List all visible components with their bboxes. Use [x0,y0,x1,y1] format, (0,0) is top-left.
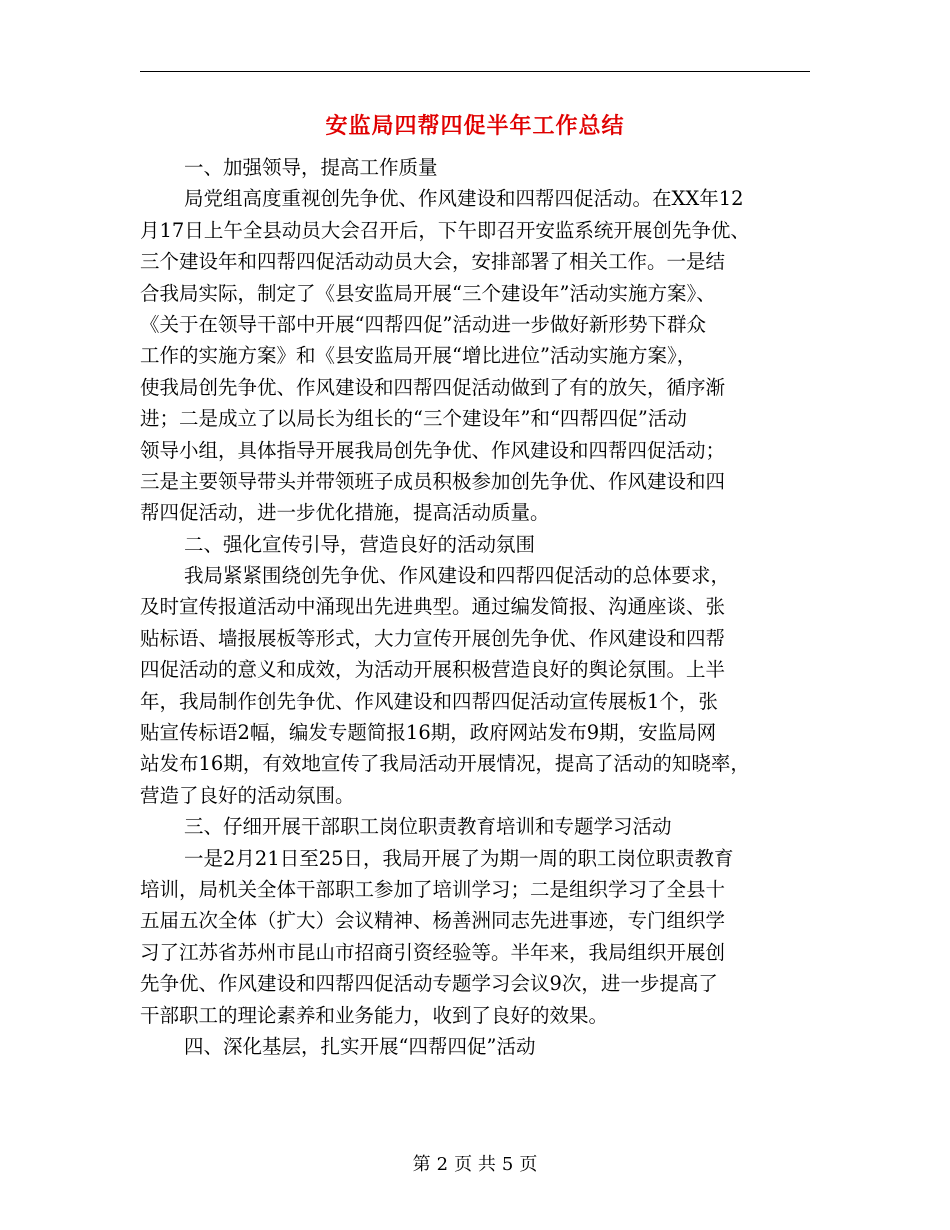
text-line: 年，我局制作创先争优、作风建设和四帮四促活动宣传展板1个，张 [140,689,718,713]
document-title: 安监局四帮四促半年工作总结 [325,113,625,139]
footer-suffix: 页 [519,1154,538,1175]
text-line: 三是主要领导带头并带领班子成员积极参加创先争优、作风建设和四 [140,469,726,493]
text-line: 习了江苏省苏州市昆山市招商引资经验等。半年来，我局组织开展创 [140,940,726,964]
footer-total-pages: 5 [501,1154,514,1175]
text-line: 我局紧紧围绕创先争优、作风建设和四帮四促活动的总体要求， [184,564,731,588]
footer-prefix: 第 [412,1154,431,1175]
text-line: 站发布16期，有效地宣传了我局活动开展情况，提高了活动的知晓率， [140,752,750,776]
text-line: 帮四促活动，进一步优化措施，提高活动质量。 [140,501,550,525]
text-line: 贴宣传标语2幅，编发专题简报16期，政府网站发布9期，安监局网 [140,721,717,745]
text-line: 营造了良好的活动氛围。 [140,783,355,807]
text-line: 培训，局机关全体干部职工参加了培训学习；二是组织学习了全县十 [140,877,726,901]
footer-page-number: 2 [436,1154,449,1175]
text-line: 领导小组，具体指导开展我局创先争优、作风建设和四帮四促活动； [140,438,726,462]
text-line: 进；二是成立了以局长为组长的“三个建设年”和“四帮四促”活动 [140,407,687,431]
text-line: 干部职工的理论素养和业务能力，收到了良好的效果。 [140,1003,609,1027]
text-line: 局党组高度重视创先争优、作风建设和四帮四促活动。在XX年12 [184,187,744,211]
text-line: 月17日上午全县动员大会召开后，下午即召开安监系统开展创先争优、 [140,218,750,242]
footer-mid: 页 共 [454,1154,496,1175]
page-footer [0,1152,950,1178]
header-rule [140,71,810,72]
text-line: 四、深化基层，扎实开展“四帮四促”活动 [184,1034,536,1058]
text-line: 一、加强领导，提高工作质量 [184,156,438,179]
text-line: 四促活动的意义和成效，为活动开展积极营造良好的舆论氛围。上半 [140,658,726,682]
text-line: 《关于在领导干部中开展“四帮四促”活动进一步做好新形势下群众 [140,312,706,336]
text-line: 使我局创先争优、作风建设和四帮四促活动做到了有的放矢，循序渐 [140,375,726,399]
text-line: 贴标语、墙报展板等形式，大力宣传开展创先争优、作风建设和四帮 [140,626,726,650]
text-line: 工作的实施方案》和《县安监局开展“增比进位”活动实施方案》， [140,344,697,368]
text-line: 合我局实际，制定了《县安监局开展“三个建设年”活动实施方案》、 [140,281,716,305]
document-body [140,152,815,1062]
text-line: 先争优、作风建设和四帮四促活动专题学习会议9次，进一步提高了 [140,972,718,996]
text-line: 五届五次全体（扩大）会议精神、杨善洲同志先进事迹，专门组织学 [140,909,726,933]
text-line: 三、仔细开展干部职工岗位职责教育培训和专题学习活动 [184,815,672,839]
text-line: 一是2月21日至25日，我局开展了为期一周的职工岗位职责教育 [184,846,734,870]
text-line: 及时宣传报道活动中涌现出先进典型。通过编发简报、沟通座谈、张 [140,595,726,619]
text-line: 三个建设年和四帮四促活动动员大会，安排部署了相关工作。一是结 [140,250,726,274]
text-line: 二、强化宣传引导，营造良好的活动氛围 [184,532,536,556]
